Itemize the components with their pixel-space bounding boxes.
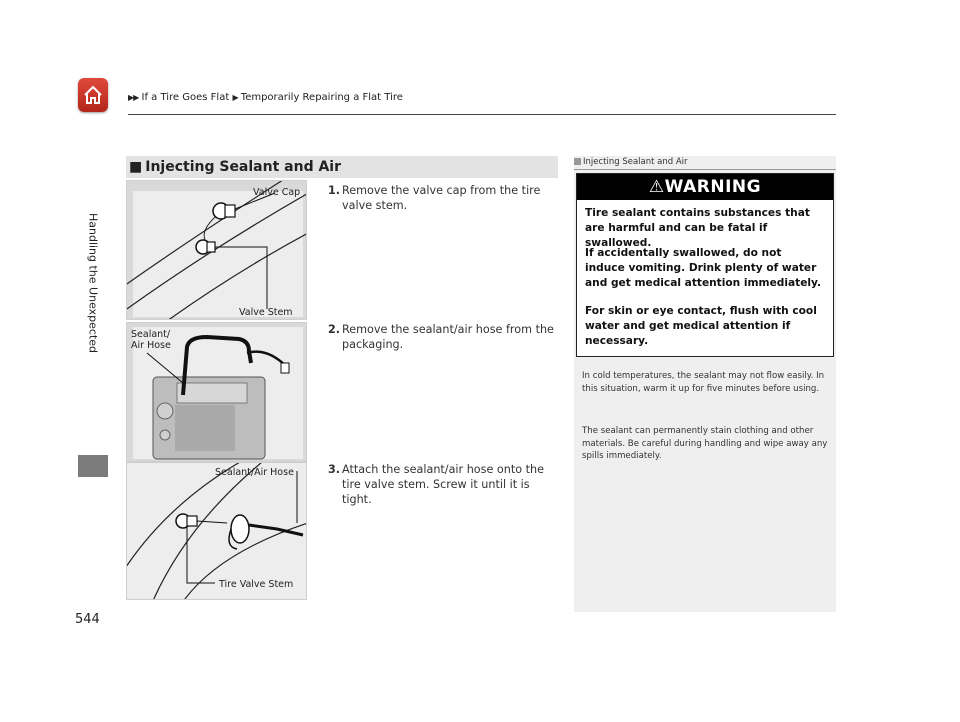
warning-text-2: If accidentally swallowed, do not induce vomiting. Drink plenty of water and get medical attention immediately. [585,247,821,289]
page-number: 544 [75,612,100,627]
warning-box [576,173,834,357]
warning-header: ⚠WARNING [577,174,833,200]
step-2: 2. Remove the sealant/air hose from the packaging. [328,323,554,351]
side-panel-title: Injecting Sealant and Air [574,157,836,167]
breadcrumb-link-flat-tire[interactable]: If a Tire Goes Flat [141,92,230,103]
figure-valve-cap [126,180,307,320]
figure-sealant-hose [126,322,307,462]
warning-text-1: Tire sealant contains substances that are harmful and can be fatal if swallowed. [585,207,810,249]
breadcrumb-current: Temporarily Repairing a Flat Tire [240,92,403,103]
label-valve-stem: Valve Stem [239,307,293,318]
side-panel-rule [574,169,836,170]
section-heading: ■ Injecting Sealant and Air [126,156,558,178]
step-3: 3. Attach the sealant/air hose onto the tire valve stem. Screw it until it is tight. [328,463,544,506]
home-icon [82,84,104,106]
valve-cap-illustration [127,181,307,320]
label-tire-valve-stem: Tire Valve Stem [219,579,294,590]
header-rule [128,114,836,115]
note-staining: The sealant can permanently stain clothing and other materials. Be careful during handling and wipe away any spills immediately. [582,426,828,461]
chapter-label: Handling the Unexpected [86,212,100,354]
figure-attach-hose [126,462,307,600]
warning-text-3: For skin or eye contact, flush with cool water and get medical attention if necessary. [585,305,817,347]
chapter-tab[interactable] [78,455,108,477]
label-sealant-air-hose-2: Sealant/Air Hose [215,467,294,478]
breadcrumb: ▶▶ If a Tire Goes Flat ▶ Temporarily Repairing a Flat Tire [128,92,403,103]
step-1: 1. Remove the valve cap from the tire valve stem. [328,184,541,212]
note-cold-temperatures: In cold temperatures, the sealant may not flow easily. In this situation, warm it up for five minutes before using. [582,371,825,394]
home-button[interactable] [78,78,108,112]
label-sealant-air-hose: Sealant/ Air Hose [131,329,171,351]
warning-icon: ⚠ [648,177,665,197]
label-valve-cap: Valve Cap [253,187,301,198]
